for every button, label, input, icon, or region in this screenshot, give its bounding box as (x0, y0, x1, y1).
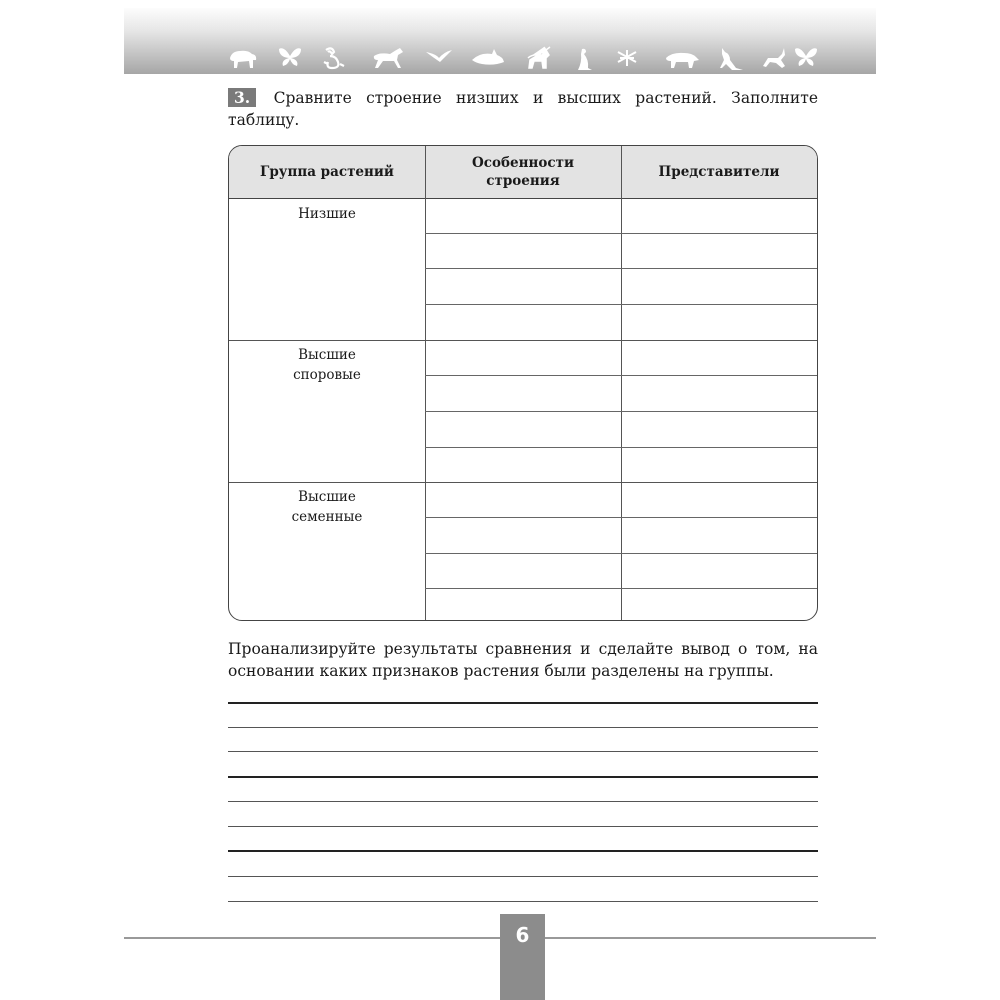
row-line (425, 588, 818, 589)
butterfly-icon (794, 46, 818, 68)
writing-line[interactable] (228, 826, 818, 827)
row-line (425, 233, 818, 234)
group-divider (229, 482, 818, 483)
column-divider (621, 146, 622, 621)
header-plant-group: Группа растений (260, 164, 394, 180)
comparison-table (228, 145, 818, 621)
group-label-line: Высшие (298, 489, 356, 505)
penguin-icon (574, 46, 594, 72)
writing-line[interactable] (228, 801, 818, 802)
column-divider (425, 146, 426, 621)
page-number: 6 (500, 914, 545, 1000)
antelope-icon (760, 46, 790, 72)
group-label-higher-seed (229, 487, 425, 527)
animal-silhouettes (124, 46, 876, 76)
row-line (425, 447, 818, 448)
group-divider (229, 340, 818, 341)
task-number: 3. (228, 88, 256, 107)
writing-line[interactable] (228, 727, 818, 728)
scorpion-icon (320, 46, 346, 72)
boar-icon (664, 46, 700, 72)
horse-icon (370, 46, 406, 72)
group-label-line: семенные (291, 509, 363, 525)
writing-line[interactable] (228, 776, 818, 778)
header-structure-features: Особенности строения (472, 155, 574, 189)
row-line (425, 268, 818, 269)
bird-icon (424, 46, 454, 68)
group-label-line: Низшие (298, 206, 356, 222)
row-line (425, 411, 818, 412)
dolphin-icon (470, 46, 506, 70)
row-line (425, 553, 818, 554)
butterfly-icon (278, 46, 302, 68)
writing-line[interactable] (228, 876, 818, 877)
bison-icon (228, 46, 258, 72)
deer-icon (524, 46, 556, 72)
group-label-line: споровые (293, 367, 361, 383)
writing-line[interactable] (228, 751, 818, 752)
row-line (425, 375, 818, 376)
kangaroo-icon (716, 46, 744, 72)
row-line (425, 517, 818, 518)
group-label-higher-spore (229, 345, 425, 385)
writing-line[interactable] (228, 901, 818, 902)
insect-icon (614, 46, 640, 70)
conclusion-prompt: Проанализируйте результаты сравнения и сделайте вывод о том, на основании каких признаков растения были разделены на группы. (228, 640, 818, 680)
header-representatives: Представители (658, 164, 780, 180)
task-text: Сравните строение низших и высших растений. Заполните таблицу. (228, 89, 818, 129)
group-label-lower (229, 204, 425, 224)
group-label-line: Высшие (298, 347, 356, 363)
task-instruction (228, 87, 818, 131)
writing-line[interactable] (228, 850, 818, 852)
writing-line[interactable] (228, 702, 818, 704)
row-line (425, 304, 818, 305)
